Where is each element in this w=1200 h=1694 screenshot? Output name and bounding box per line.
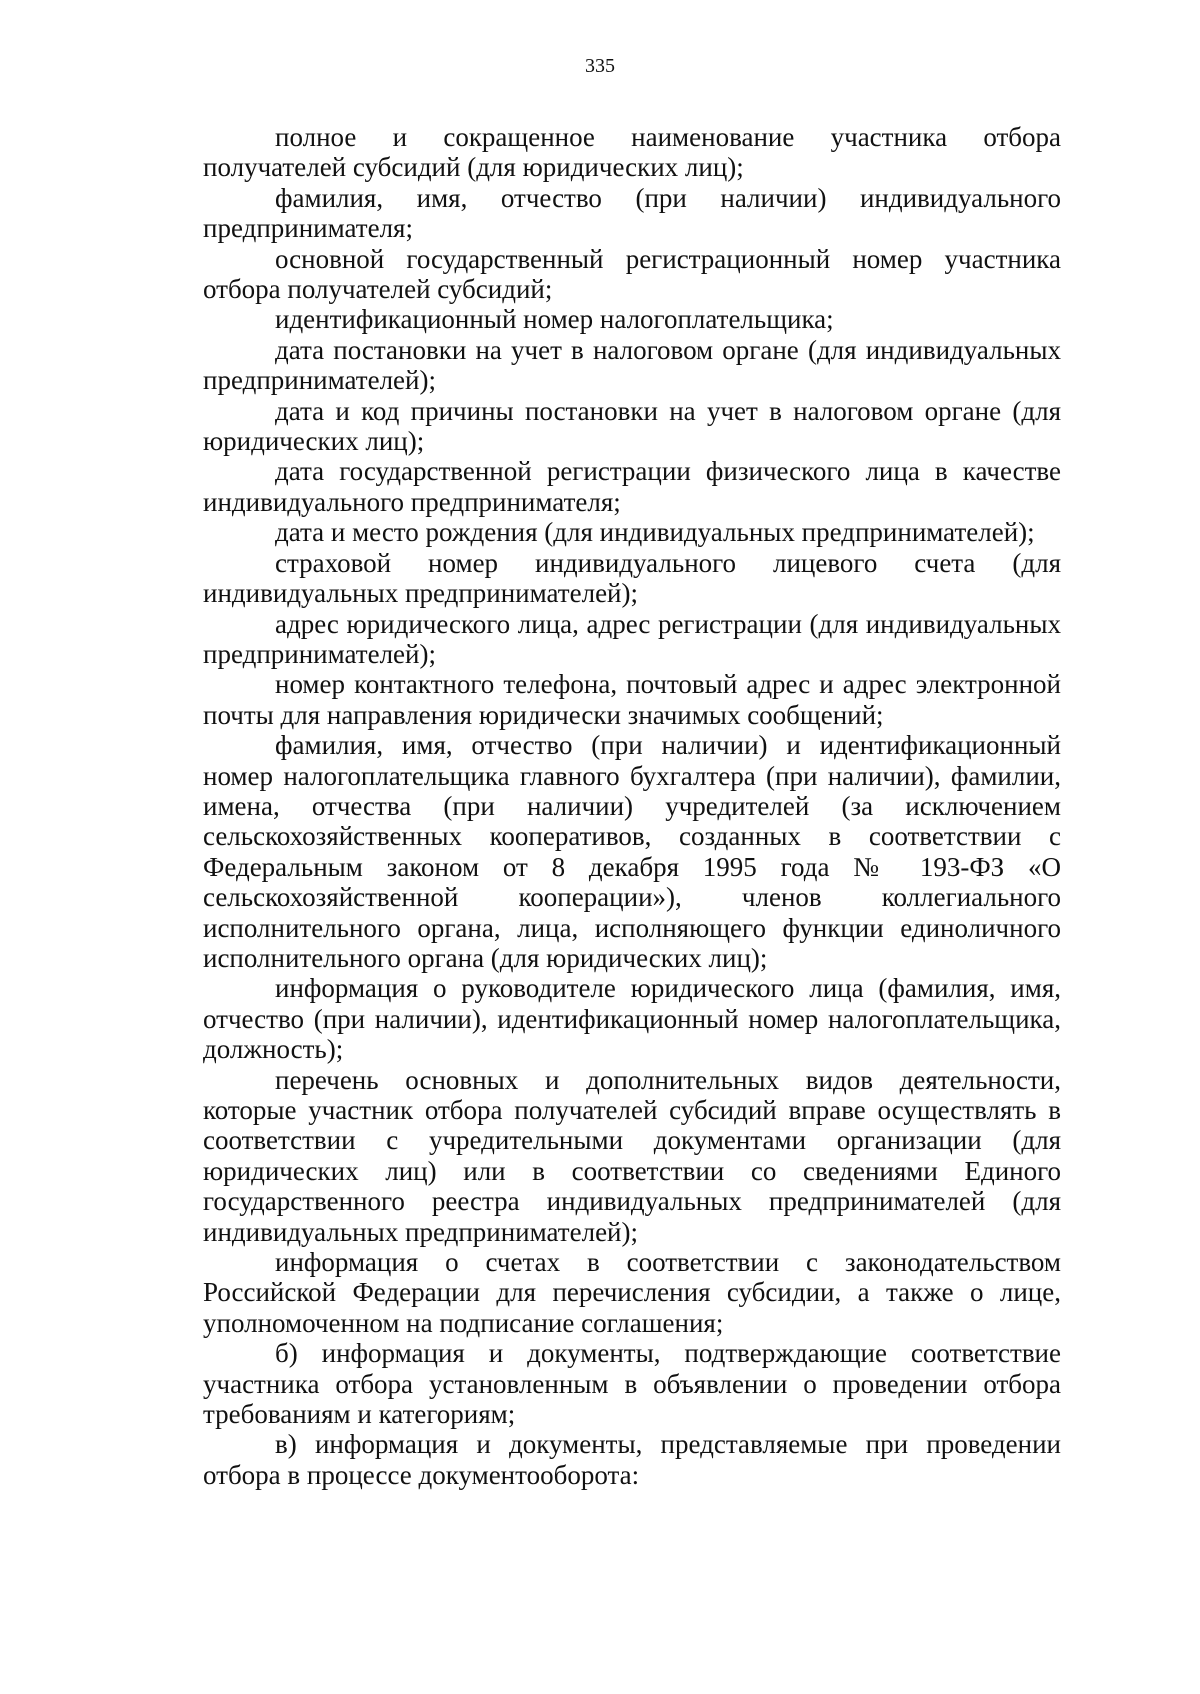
paragraph-activities: перечень основных и дополнительных видов деятельности, которые участник отбора получателей субсидий вправе осуществлять в соответствии с учредительными документами организации (для юридических лиц) или в соответствии со сведениями Единого государственного реестра индивидуальных предпринимателей (для индивидуальных предпринимателей); (203, 1064, 1061, 1247)
paragraph-ogrn: основной государственный регистрационный номер участника отбора получателей субсидий; (203, 243, 1061, 305)
paragraph-inn: идентификационный номер налогоплательщика; (275, 304, 834, 335)
paragraph-state-registration-date: дата государственной регистрации физического лица в качестве индивидуального предпринимателя; (203, 456, 1061, 517)
paragraph-item-v: в) информация и документы, представляемые при проведении отбора в процессе документооборота: (203, 1429, 1061, 1490)
paragraph-contacts: номер контактного телефона, почтовый адрес и адрес электронной почты для направления юридически значимых сообщений; (203, 669, 1061, 730)
paragraph-tax-registration-date: дата постановки на учет в налоговом органе (для индивидуальных предпринимателей); (203, 334, 1061, 396)
paragraph-snils: страховой номер индивидуального лицевого счета (для индивидуальных предпринимателей); (203, 547, 1061, 609)
page-number: 335 (585, 55, 615, 77)
paragraph-accountant-founders: фамилия, имя, отчество (при наличии) и идентификационный номер налогоплательщика главного бухгалтера (при наличии), фамилии, имена, отчества (при наличии) учредителей (за исключением сельскохозяйственных кооперативов, созданных в соответствии с Федеральным законом от 8 декабря 1995 года № 193-ФЗ «О сельскохозяйственной кооперации»), членов коллегиального исполнительного органа, лица, исполняющего функции единоличного исполнительного органа (для юридических лиц); (203, 730, 1061, 973)
paragraph-item-b: б) информация и документы, подтверждающие соответствие участника отбора установленным в объявлении о проведении отбора требованиям и категориям; (203, 1338, 1061, 1430)
paragraph-head-info: информация о руководителе юридического лица (фамилия, имя, отчество (при наличии), идентификационный номер налогоплательщика, должность); (203, 973, 1061, 1065)
paragraph-name: полное и сокращенное наименование участника отбора получателей субсидий (для юридических лиц); (203, 122, 1061, 183)
paragraph-full-name: фамилия, имя, отчество (при наличии) индивидуального предпринимателя; (203, 182, 1061, 244)
document-body (203, 122, 1061, 1490)
paragraph-kpp: дата и код причины постановки на учет в налоговом органе (для юридических лиц); (203, 395, 1061, 457)
paragraph-address: адрес юридического лица, адрес регистрации (для индивидуальных предпринимателей); (203, 608, 1061, 669)
paragraph-accounts: информация о счетах в соответствии с законодательством Российской Федерации для перечисления субсидии, а также о лице, уполномоченном на подписание соглашения; (203, 1247, 1061, 1338)
paragraph-birth-date-place: дата и место рождения (для индивидуальных предпринимателей); (275, 517, 1035, 548)
